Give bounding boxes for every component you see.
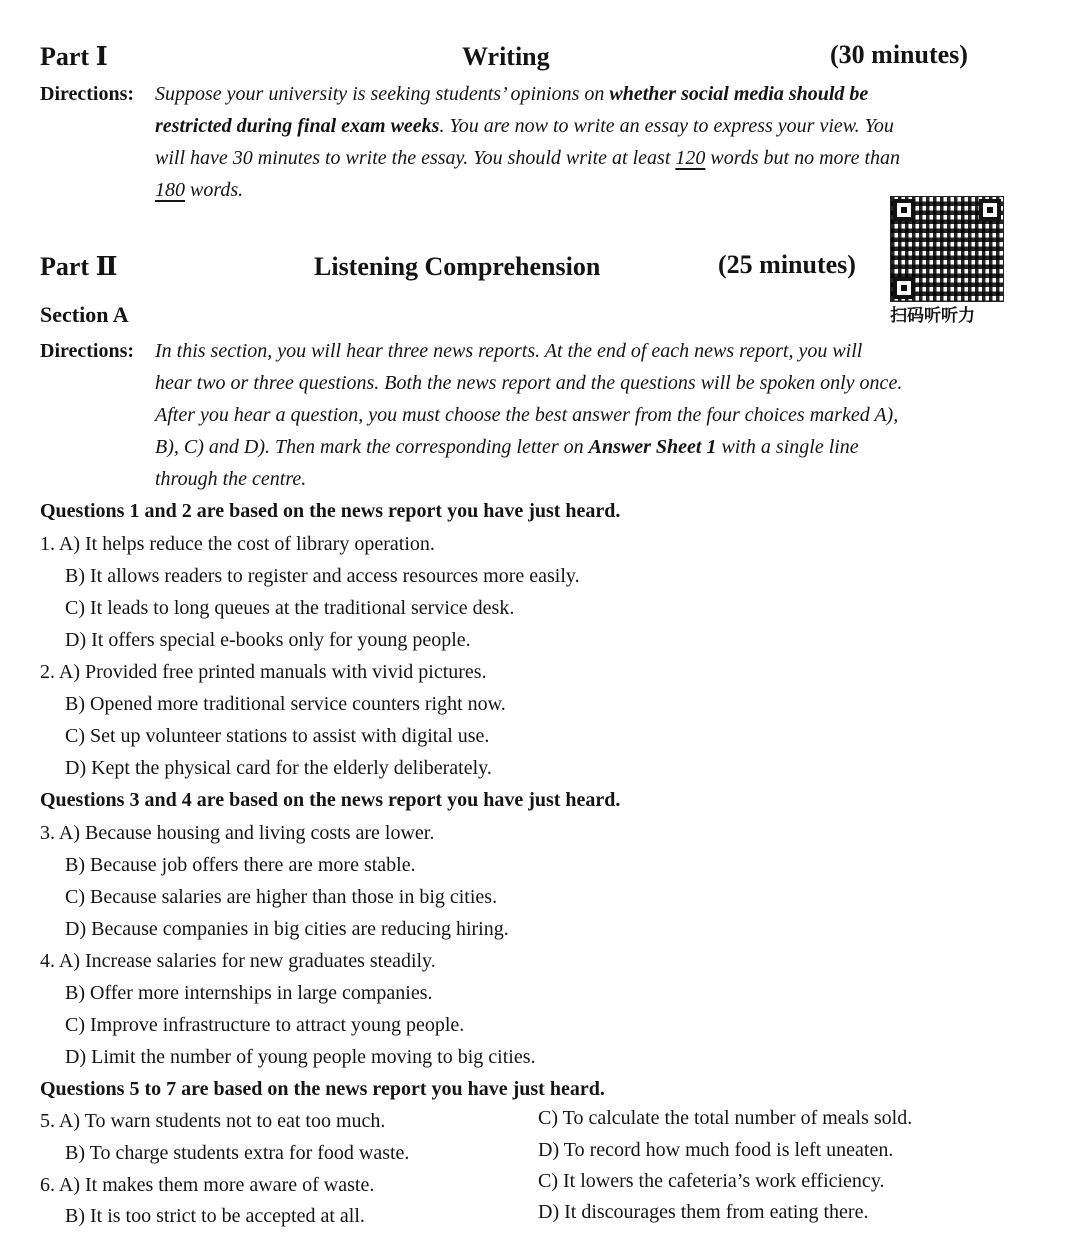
- question-option: D) Kept the physical card for the elderly deliberately.: [65, 757, 492, 779]
- part2-directions-line-4: B), C) and D). Then mark the corresponding letter on Answer Sheet 1 with a single line: [155, 436, 859, 458]
- question-option: 6. A) It makes them more aware of waste.: [40, 1174, 375, 1196]
- question-option: B) It allows readers to register and access resources more easily.: [65, 565, 580, 587]
- part1-directions-line-4: 180 words.: [155, 179, 244, 201]
- part2-directions-line-3: After you hear a question, you must choose the best answer from the four choices marked A),: [155, 404, 899, 426]
- part2-directions-line-2: hear two or three questions. Both the news report and the questions will be spoken only once.: [155, 372, 903, 394]
- question-option: C) It leads to long queues at the traditional service desk.: [65, 597, 515, 619]
- part1-directions-label: Directions:: [40, 83, 135, 105]
- question-option: B) Offer more internships in large companies.: [65, 982, 433, 1004]
- question-option: C) Because salaries are higher than those in big cities.: [65, 886, 498, 908]
- question-option: B) To charge students extra for food waste.: [65, 1142, 410, 1164]
- part2-title: Listening Comprehension: [314, 252, 601, 281]
- question-option: 2. A) Provided free printed manuals with vivid pictures.: [40, 661, 487, 683]
- qr-caption: 扫码听听力: [890, 306, 975, 326]
- qr-finder-icon: [893, 199, 915, 221]
- part1-label: Part Ⅰ: [40, 42, 108, 71]
- question-option: B) Because job offers there are more stable.: [65, 854, 416, 876]
- part2-time: (25 minutes): [718, 250, 856, 279]
- question-option: C) It lowers the cafeteria’s work efficiency.: [538, 1170, 885, 1192]
- part1-directions-line-3: will have 30 minutes to write the essay. You should write at least 120 words but no more than: [155, 147, 901, 169]
- question-option: B) Opened more traditional service counters right now.: [65, 693, 506, 715]
- question-option: C) Improve infrastructure to attract young people.: [65, 1014, 465, 1036]
- part1-time: (30 minutes): [830, 40, 968, 69]
- question-option: 5. A) To warn students not to eat too much.: [40, 1110, 386, 1132]
- part2-label: Part Ⅱ: [40, 252, 118, 281]
- part1-directions-line-2: restricted during final exam weeks. You are now to write an essay to express your view. You: [155, 115, 894, 137]
- question-option: B) It is too strict to be accepted at all.: [65, 1205, 365, 1227]
- qr-finder-icon: [979, 199, 1001, 221]
- question-option: 3. A) Because housing and living costs are lower.: [40, 822, 435, 844]
- part1-title: Writing: [462, 42, 550, 71]
- question-option: D) It offers special e-books only for young people.: [65, 629, 471, 651]
- qr-code: [890, 196, 1004, 302]
- question-option: D) Limit the number of young people moving to big cities.: [65, 1046, 536, 1068]
- question-option: D) Because companies in big cities are reducing hiring.: [65, 918, 509, 940]
- part1-directions-line-1: Suppose your university is seeking students’ opinions on whether social media should be: [155, 83, 869, 105]
- question-group-heading: Questions 3 and 4 are based on the news report you have just heard.: [40, 789, 621, 811]
- question-group-heading: Questions 1 and 2 are based on the news report you have just heard.: [40, 500, 621, 522]
- section-a-heading: Section A: [40, 302, 129, 327]
- part2-directions-line-1: In this section, you will hear three news reports. At the end of each news report, you will: [155, 340, 863, 362]
- question-option: D) It discourages them from eating there.: [538, 1201, 869, 1223]
- question-group-heading: Questions 5 to 7 are based on the news report you have just heard.: [40, 1078, 605, 1100]
- part2-directions-line-5: through the centre.: [155, 468, 307, 490]
- question-option: D) To record how much food is left uneaten.: [538, 1139, 894, 1161]
- question-option: 1. A) It helps reduce the cost of library operation.: [40, 533, 435, 555]
- part2-directions-label: Directions:: [40, 340, 135, 362]
- question-option: C) To calculate the total number of meals sold.: [538, 1107, 913, 1129]
- question-option: 4. A) Increase salaries for new graduates steadily.: [40, 950, 436, 972]
- question-option: C) Set up volunteer stations to assist with digital use.: [65, 725, 490, 747]
- qr-finder-icon: [893, 277, 915, 299]
